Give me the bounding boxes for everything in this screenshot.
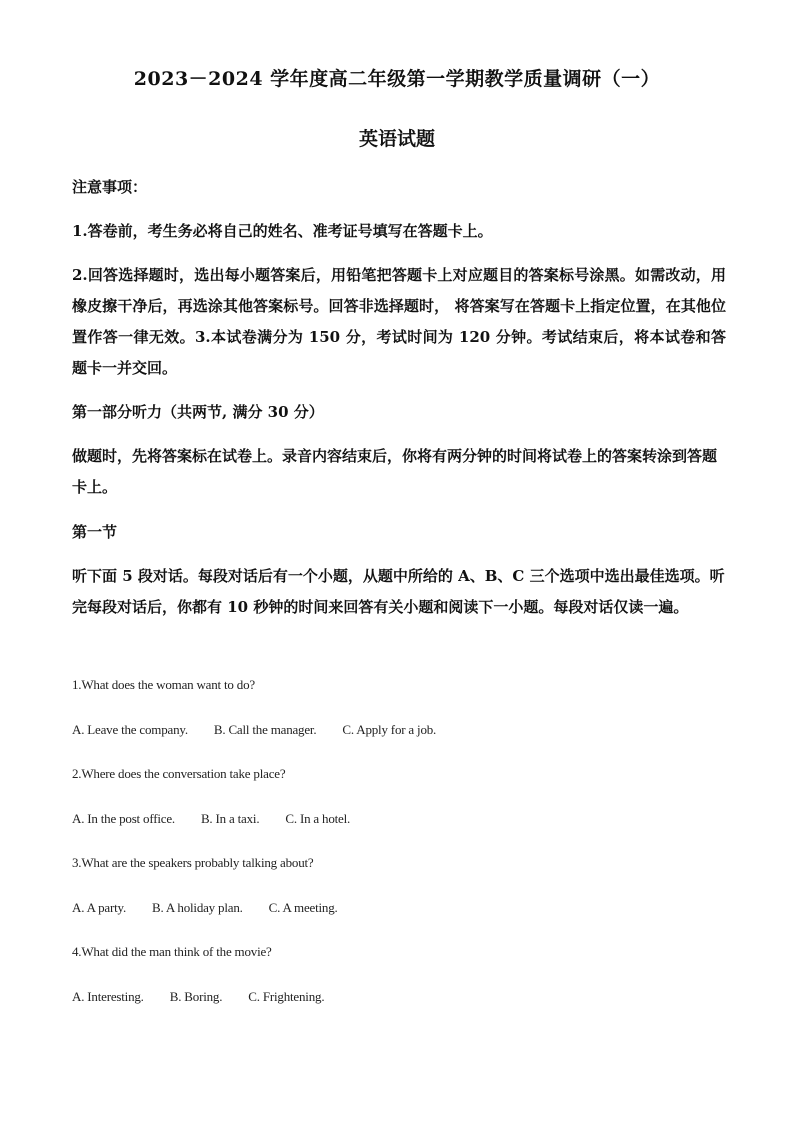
question-4-options bbox=[72, 989, 726, 1005]
question-2-options bbox=[72, 811, 726, 827]
section-instruction: 听下面 5 段对话。每段对话后有一个小题，从题中所给的 A、B、C 三个选项中选出最佳选项。听完每段对话后，你都有 10 秒钟的时间来回答有关小题和阅读下一小题。每段对话仅读一遍。 bbox=[72, 567, 725, 616]
question-1-option-b: B. Call the manager. bbox=[213, 722, 317, 737]
notice-item-1: 1.答卷前，考生务必将自己的姓名、准考证号填写在答题卡上。 bbox=[72, 222, 493, 240]
notice-item-2: 2.回答选择题时，选出每小题答案后，用铅笔把答题卡上对应题目的答案标号涂黑。如需改动，用橡皮擦干净后，再选涂其他答案标号。回答非选择题时， 将答案写在答题卡上指定位置，在其他位置作答一律无效。3.本试卷满分为 150 分，考试时间为 120 分钟。考试结束后，将本试卷和答题卡一并交回。 bbox=[72, 266, 726, 377]
question-1-options bbox=[72, 722, 726, 738]
question-1-option-c: C. Apply for a job. bbox=[342, 722, 437, 737]
question-4-stem: 4.What did the man think of the movie? bbox=[72, 944, 272, 959]
exam-subtitle: 英语试题 bbox=[358, 128, 435, 150]
question-4-option-a: A. Interesting. bbox=[72, 989, 144, 1004]
question-3-stem: 3.What are the speakers probably talking about? bbox=[72, 855, 314, 870]
question-1-stem: 1.What does the woman want to do? bbox=[72, 677, 255, 692]
question-2-option-b: B. In a taxi. bbox=[200, 811, 260, 826]
question-4-option-b: B. Boring. bbox=[169, 989, 223, 1004]
question-3-option-a: A. A party. bbox=[72, 900, 127, 915]
part1-instruction: 做题时，先将答案标在试卷上。录音内容结束后，你将有两分钟的时间将试卷上的答案转涂到答题卡上。 bbox=[72, 447, 718, 496]
question-2-option-a: A. In the post office. bbox=[72, 811, 175, 826]
question-1-option-a: A. Leave the company. bbox=[72, 722, 188, 737]
notice-heading: 注意事项： bbox=[72, 178, 148, 196]
question-3-option-c: C. A meeting. bbox=[268, 900, 338, 915]
question-2-option-c: C. In a hotel. bbox=[285, 811, 351, 826]
section-heading: 第一节 bbox=[72, 523, 118, 541]
question-3-option-b: B. A holiday plan. bbox=[152, 900, 243, 915]
question-4-option-c: C. Frightening. bbox=[248, 989, 325, 1004]
part1-heading: 第一部分听力（共两节, 满分 30 分） bbox=[72, 403, 324, 421]
exam-title: 2023－2024 学年度高二年级第一学期教学质量调研（一） bbox=[133, 68, 661, 90]
question-3-options bbox=[72, 900, 726, 916]
question-2-stem: 2.Where does the conversation take place? bbox=[72, 766, 286, 781]
